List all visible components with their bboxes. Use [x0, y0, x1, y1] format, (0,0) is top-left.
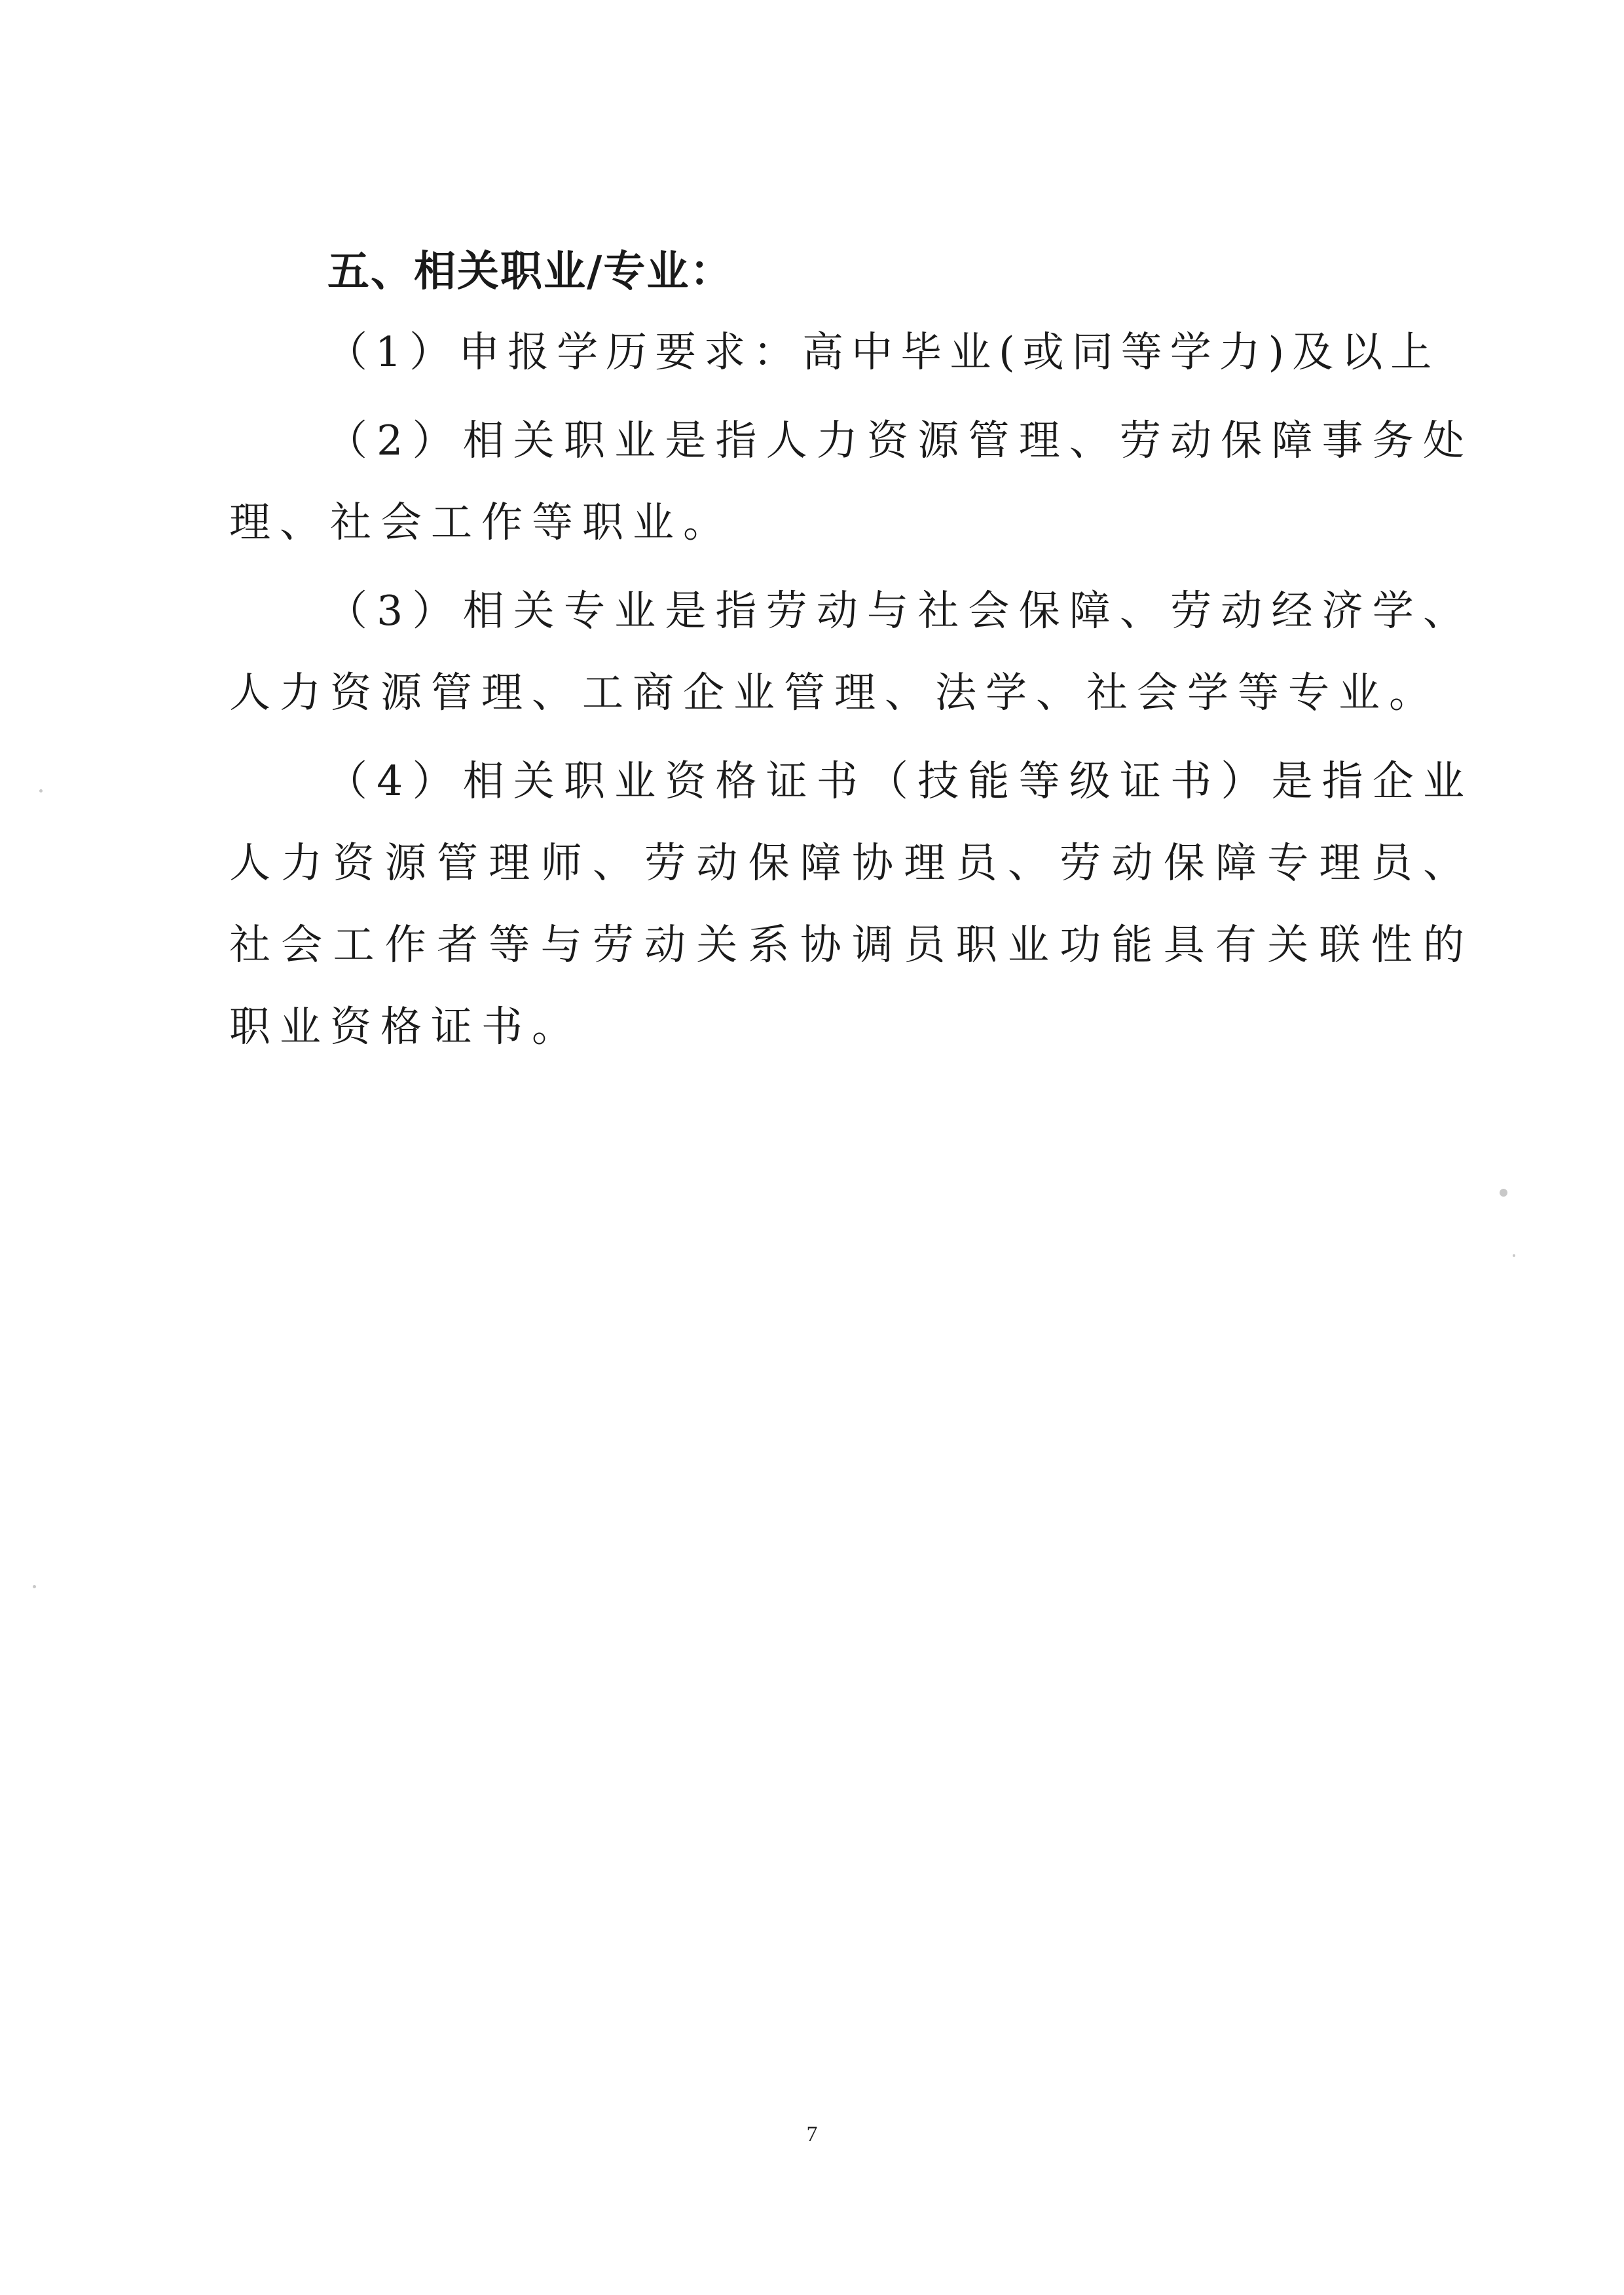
- scan-speck: [33, 1585, 36, 1588]
- scan-speck: [1500, 1189, 1507, 1197]
- requirement-item-2: （2）相关职业是指人力资源管理、劳动保障事务处理、社会工作等职业。: [229, 417, 1473, 546]
- requirement-item-1: （1）申报学历要求：高中毕业(或同等学力)及以上: [326, 328, 1440, 376]
- document-body: [229, 233, 1473, 1068]
- section-heading: 五、相关职业/专业：: [327, 248, 733, 296]
- requirement-item-3: （3）相关专业是指劳动与社会保障、劳动经济学、人力资源管理、工商企业管理、法学、社会学等专业。: [229, 587, 1473, 717]
- scan-speck: [39, 789, 43, 793]
- page-number: 7: [806, 2122, 818, 2146]
- scan-speck: [1513, 1254, 1515, 1257]
- requirement-item-4: （4）相关职业资格证书（技能等级证书）是指企业人力资源管理师、劳动保障协理员、劳动保障专理员、社会工作者等与劳动关系协调员职业功能具有关联性的职业资格证书。: [229, 757, 1473, 1051]
